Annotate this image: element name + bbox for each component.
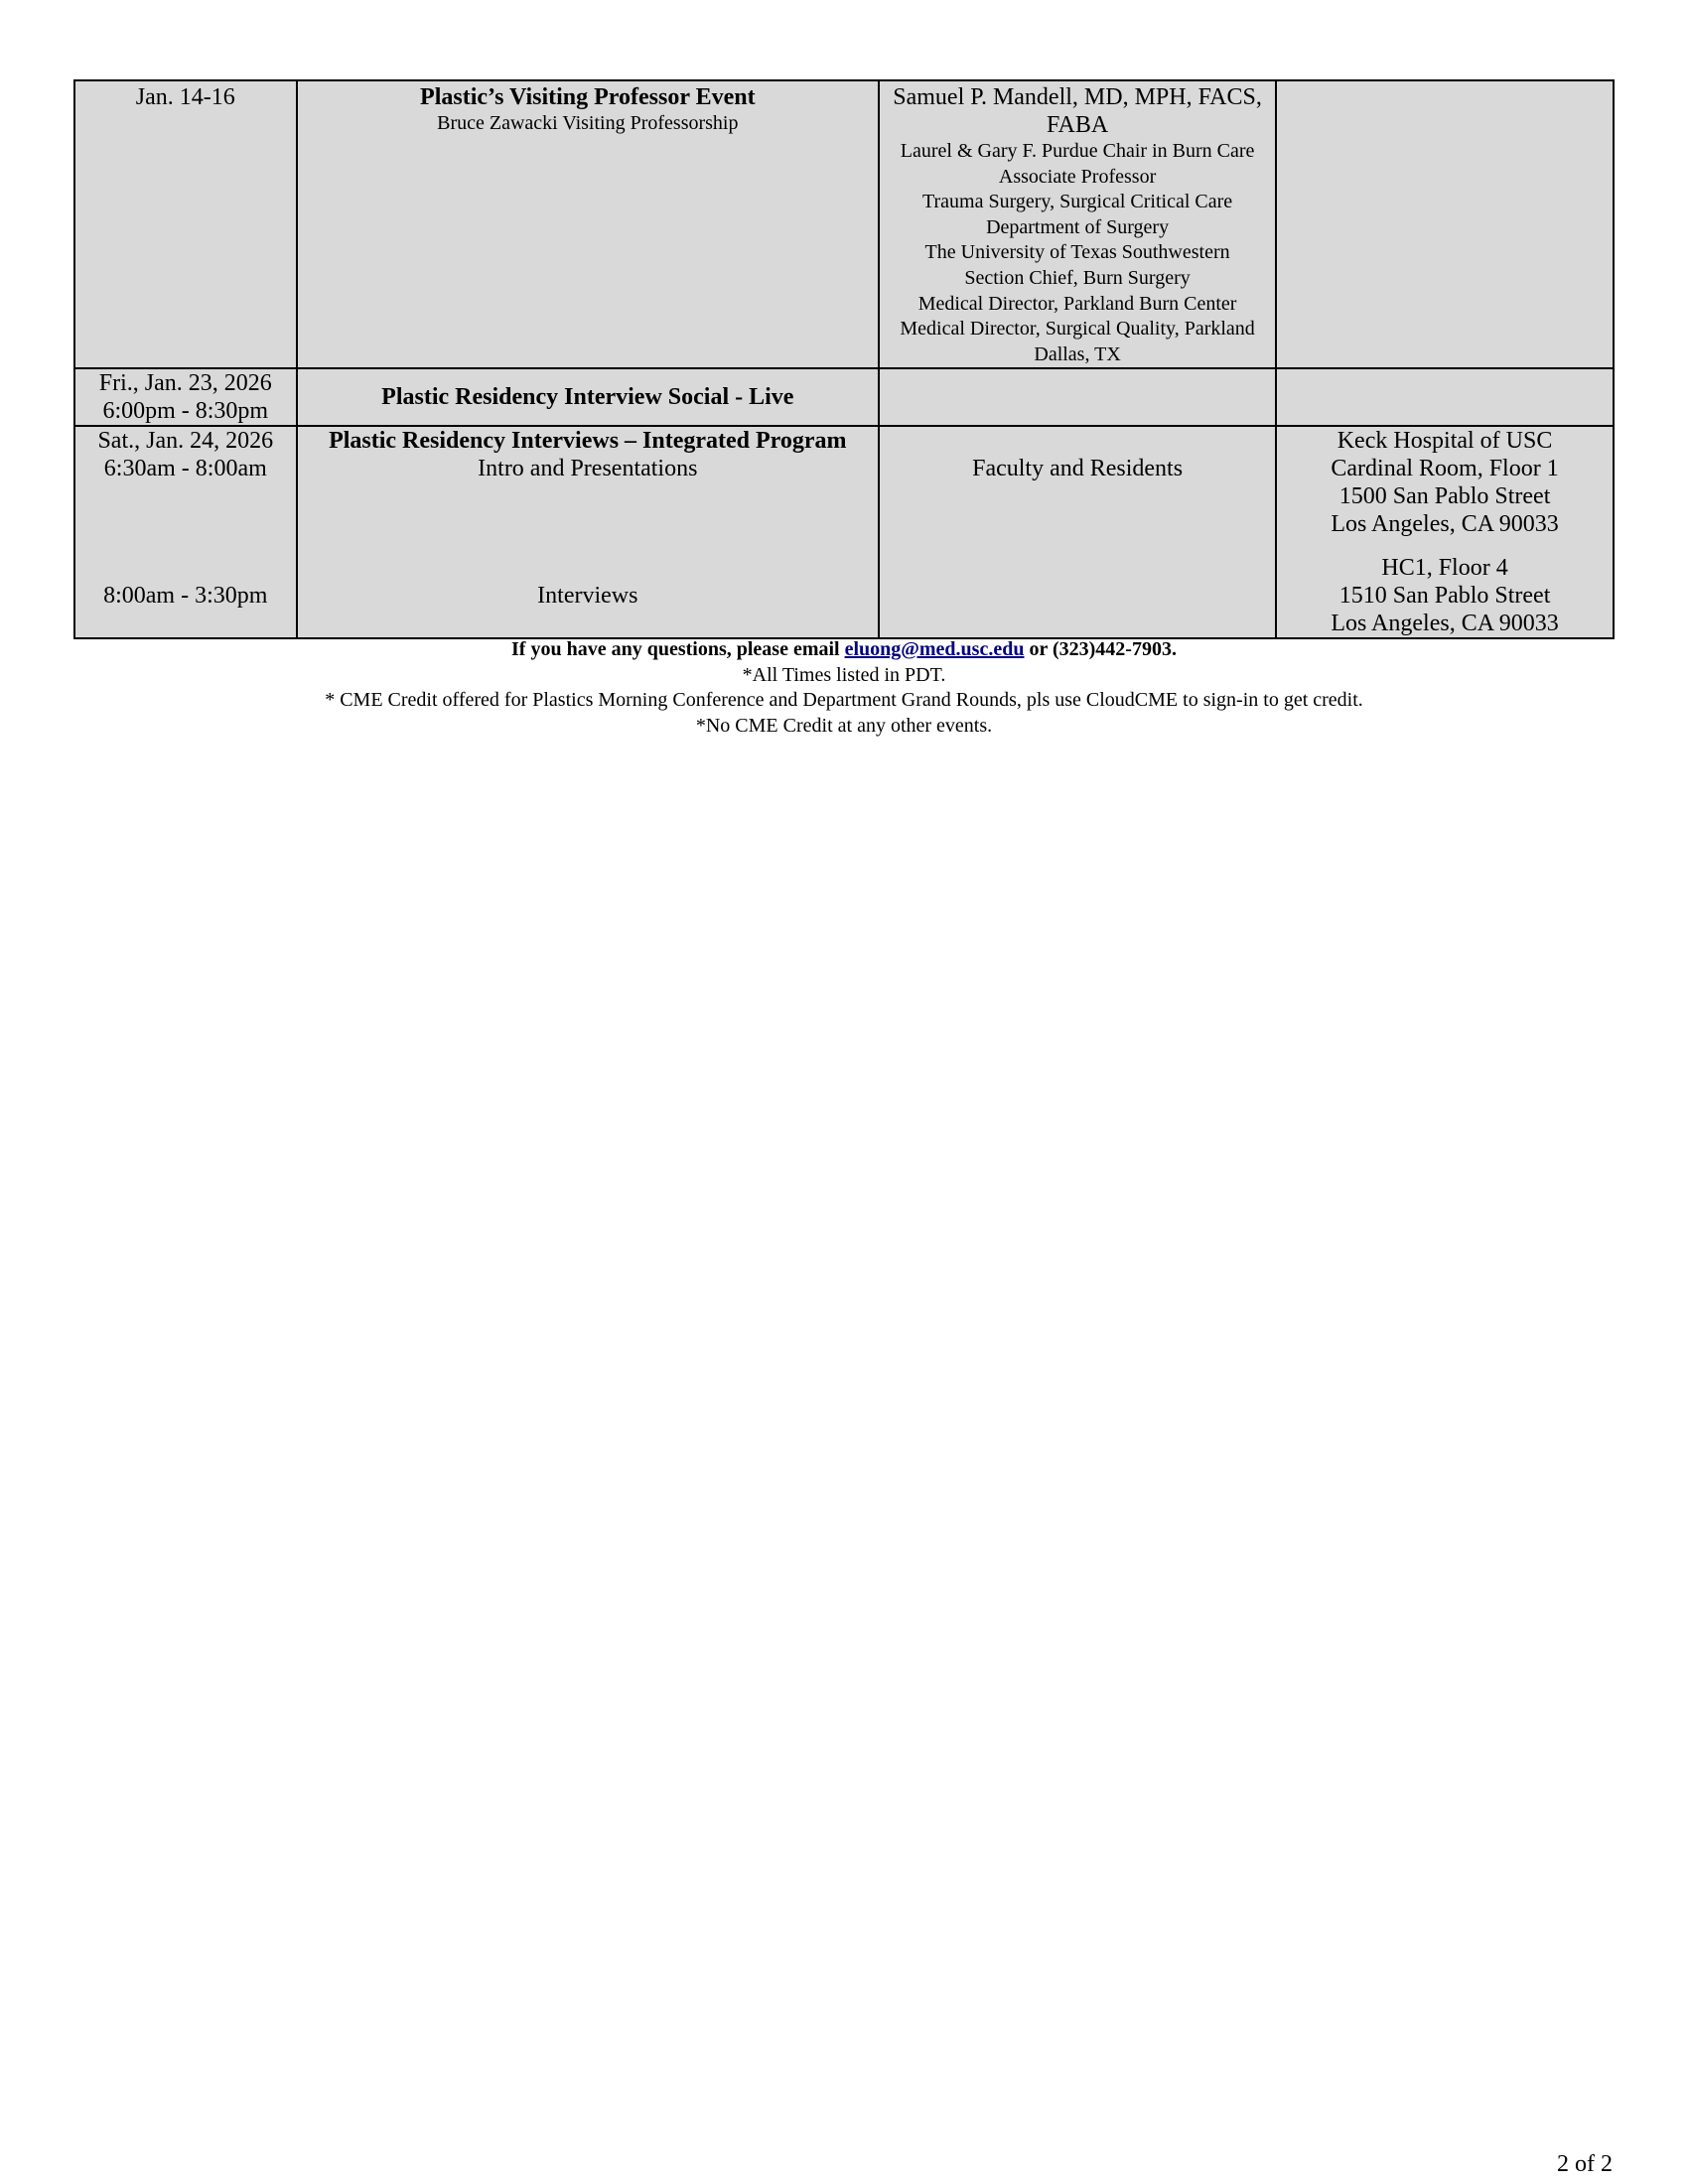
- no-cme-note: *No CME Credit at any other events.: [695, 714, 993, 737]
- event-title: Plastic’s Visiting Professor Event: [420, 84, 756, 110]
- event-date: Fri., Jan. 23, 2026: [98, 370, 272, 397]
- event-cell: [297, 368, 880, 426]
- presenter-cell: [879, 426, 1276, 638]
- spacer: [298, 482, 879, 582]
- presenter-title: Trauma Surgery, Surgical Critical Care: [921, 191, 1233, 213]
- event-cell: [297, 426, 880, 638]
- table-row: [74, 426, 1614, 638]
- location-line: Los Angeles, CA 90033: [1331, 511, 1559, 538]
- presenter-location: Dallas, TX: [1034, 342, 1121, 365]
- times-note: *All Times listed in PDT.: [742, 663, 946, 686]
- presenter-name: Faculty and Residents: [972, 456, 1184, 482]
- event-date: Sat., Jan. 24, 2026: [97, 428, 274, 455]
- event-agenda-item: Intro and Presentations: [478, 456, 698, 482]
- location-line: Cardinal Room, Floor 1: [1331, 456, 1559, 482]
- date-cell: [74, 80, 297, 368]
- contact-line: [0, 637, 1688, 663]
- table-row: [74, 80, 1614, 368]
- event-time: 6:00pm - 8:30pm: [102, 398, 269, 425]
- location-cell: [1276, 368, 1614, 426]
- footer-notes: [0, 637, 1688, 739]
- date-cell: [74, 426, 297, 638]
- presenter-name: Samuel P. Mandell, MD, MPH, FACS,: [893, 84, 1262, 110]
- page-number: 2 of 2: [1557, 2151, 1613, 2177]
- event-time: 6:30am - 8:00am: [103, 456, 267, 482]
- cme-note: * CME Credit offered for Plastics Morning Conference and Department Grand Rounds, pls use CloudCME to sign-in to get credit.: [325, 689, 1363, 711]
- date-cell: [74, 368, 297, 426]
- schedule-table: [73, 79, 1615, 639]
- location-line: 1510 San Pablo Street: [1338, 583, 1551, 610]
- location-line: Keck Hospital of USC: [1336, 428, 1553, 455]
- presenter-title: Medical Director, Surgical Quality, Parkland: [900, 318, 1255, 341]
- event-date: Jan. 14-16: [135, 84, 235, 110]
- spacer: [75, 482, 296, 582]
- event-title: Plastic Residency Interviews – Integrated Program: [329, 428, 847, 455]
- event-agenda-item: Interviews: [537, 583, 638, 610]
- location-line: HC1, Floor 4: [1381, 555, 1508, 582]
- presenter-cell: [879, 80, 1276, 368]
- location-cell: [1276, 80, 1614, 368]
- location-line: 1500 San Pablo Street: [1338, 483, 1551, 510]
- presenter-title: The University of Texas Southwestern: [924, 241, 1230, 264]
- presenter-title: Associate Professor: [998, 165, 1157, 188]
- spacer: [1277, 538, 1613, 554]
- event-title: Plastic Residency Interview Social - Live: [381, 384, 794, 411]
- location-line: Los Angeles, CA 90033: [1331, 611, 1559, 637]
- presenter-title: Department of Surgery: [986, 215, 1170, 238]
- event-subtitle: Bruce Zawacki Visiting Professorship: [437, 112, 739, 134]
- contact-suffix: or (323)442-7903.: [1024, 638, 1177, 660]
- event-time: 8:00am - 3:30pm: [103, 583, 268, 610]
- table-row: [74, 368, 1614, 426]
- event-cell: [297, 80, 880, 368]
- presenter-cell: [879, 368, 1276, 426]
- email-link[interactable]: eluong@med.usc.edu: [844, 638, 1025, 660]
- presenter-title: Section Chief, Burn Surgery: [964, 266, 1191, 289]
- spacer: [880, 427, 1275, 455]
- contact-prefix: If you have any questions, please email: [511, 638, 845, 660]
- presenter-name-continued: FABA: [1046, 112, 1109, 138]
- presenter-title: Laurel & Gary F. Purdue Chair in Burn Care: [900, 140, 1255, 162]
- location-cell: [1276, 426, 1614, 638]
- presenter-title: Medical Director, Parkland Burn Center: [917, 292, 1237, 315]
